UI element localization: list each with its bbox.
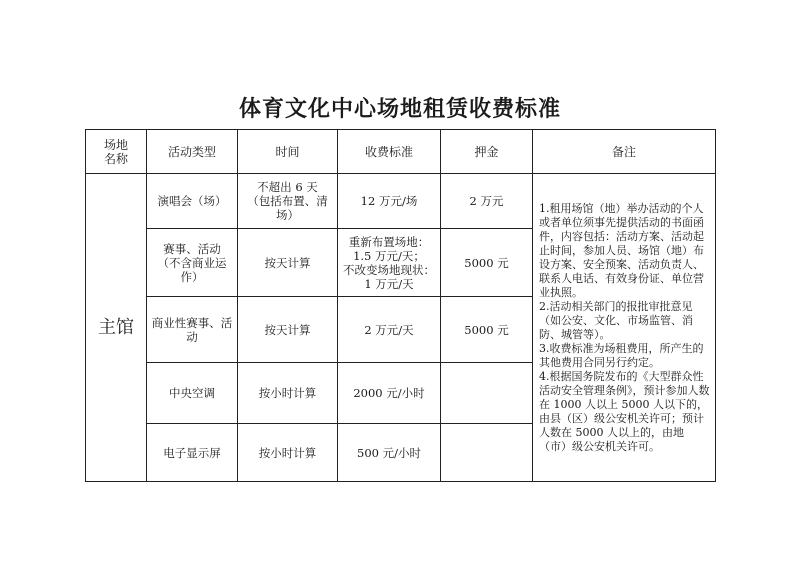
deposit-cell (441, 424, 533, 482)
activity-cell: 赛事、活动 （不含商业运作） (147, 229, 238, 297)
header-time: 时间 (238, 130, 338, 174)
table-row (86, 174, 716, 229)
header-deposit: 押金 (441, 130, 533, 174)
time-cell: 不超出 6 天 （包括布置、清 场） (238, 174, 338, 229)
deposit-cell: 2 万元 (441, 174, 533, 229)
fee-table (85, 129, 716, 482)
time-cell: 按天计算 (238, 229, 338, 297)
activity-cell: 中央空调 (147, 363, 238, 424)
notes-cell (533, 174, 716, 482)
fee-cell: 2000 元/小时 (338, 363, 441, 424)
table-header-row (86, 130, 716, 174)
activity-cell: 电子显示屏 (147, 424, 238, 482)
header-notes: 备注 (533, 130, 716, 174)
deposit-cell (441, 363, 533, 424)
note-item: 4.根据国务院发布的《大型群众性活动安全管理条例》，预计参加人数在 1000 人以上 5000 人以下的，由县（区）级公安机关许可；预计人数在 5000 人以上的，由地（市）级公安机关许可。 (539, 369, 710, 453)
note-item: 3.收费标准为场租费用，所产生的其他费用合同另行约定。 (539, 341, 704, 369)
activity-cell: 商业性赛事、活动 (147, 297, 238, 363)
note-item: 1.租用场馆（地）举办活动的个人或者单位须事先提供活动的书面函件，内容包括：活动方案、活动起止时间，参加人员、场馆（地）布设方案、安全预案、活动负责人、联系人电话、有效身份证、单位营业执照。 (539, 201, 704, 299)
header-fee: 收费标准 (338, 130, 441, 174)
deposit-cell: 5000 元 (441, 297, 533, 363)
page-title: 体育文化中心场地租赁收费标准 (238, 97, 561, 122)
time-cell: 按小时计算 (238, 424, 338, 482)
time-cell: 按天计算 (238, 297, 338, 363)
deposit-cell: 5000 元 (441, 229, 533, 297)
note-item: 2.活动相关部门的报批审批意见（如公安、文化、市场监管、消防、城管等）。 (539, 299, 693, 341)
fee-cell: 重新布置场地： 1.5 万元/天； 不改变场地现状： 1 万元/天 (338, 229, 441, 297)
activity-cell: 演唱会（场） (147, 174, 238, 229)
time-cell: 按小时计算 (238, 363, 338, 424)
venue-name: 主馆 (86, 174, 147, 482)
fee-cell: 2 万元/天 (338, 297, 441, 363)
fee-cell: 500 元/小时 (338, 424, 441, 482)
header-venue: 场地 名称 (86, 130, 147, 174)
header-activity: 活动类型 (147, 130, 238, 174)
fee-cell: 12 万元/场 (338, 174, 441, 229)
